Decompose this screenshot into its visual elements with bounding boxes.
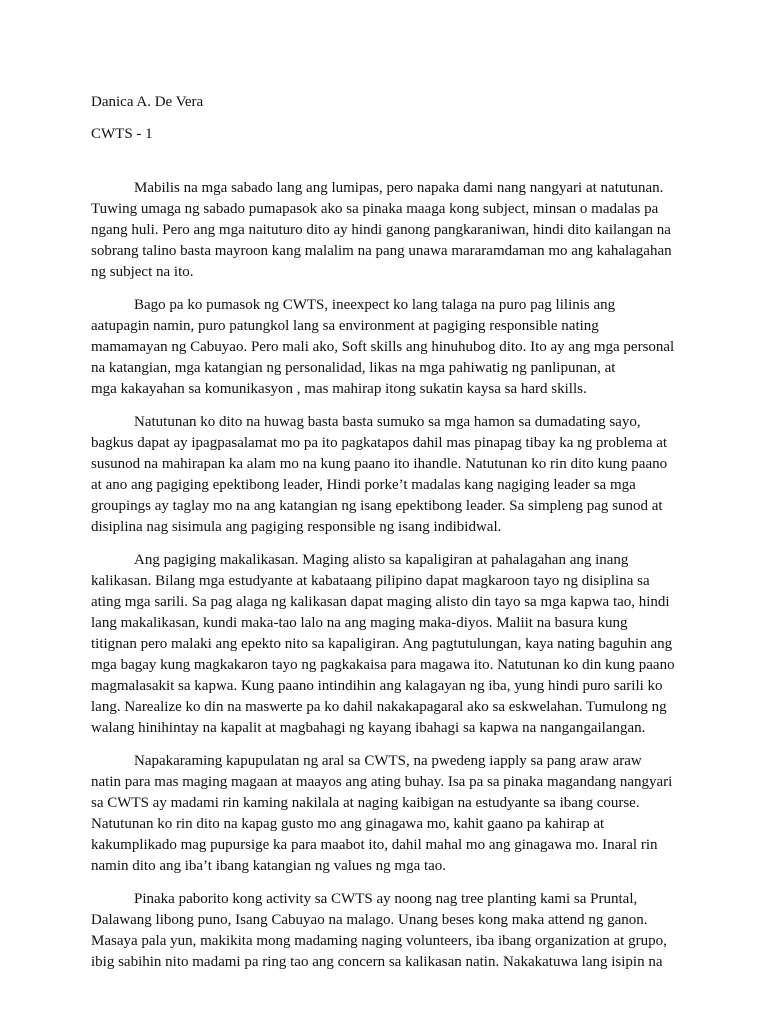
text-line: na katangian, mga katangian ng personalidad, likas na mga pahiwatig ng panlipunan, at [91,360,616,376]
paragraph [91,550,677,739]
text-line: groupings ay taglay mo na ang katangian ng isang epektibong leader. Sa simpleng pag sunod at [91,498,663,514]
text-line: ibig sabihin nito madami pa ring tao ang concern sa kalikasan natin. Nakakatuwa lang isipin na [91,954,663,970]
text-line: ngang huli. Pero ang mga naituturo dito ay hindi ganong pangkaraniwan, hindi dito kailangan na [91,222,671,238]
text-line: susunod na mahirapan ka alam mo na kung paano ito ihandle. Natutunan ko rin dito kung paano [91,456,668,472]
paragraph [91,889,677,973]
text-line: Masaya pala yun, makikita mong madaming naging volunteers, iba ibang organization at grupo, [91,933,667,949]
paragraph [91,178,677,283]
text-line: Ang pagiging makalikasan. Maging alisto sa kapaligiran at pahalagahan ang inang [134,552,629,568]
text-line: sobrang talino basta mayroon kang malalim na pang unawa mararamdaman mo ang kahalagahan [91,243,672,259]
text-line: walang hinihintay na kapalit at magbahagi ng kayang ibahagi sa kapwa na nangangailangan. [91,720,646,736]
text-line: Dalawang libong puno, Isang Cabuyao na malago. Unang beses kong maka attend ng ganon. [91,912,648,928]
paragraph [91,412,677,538]
text-line: lang. Narealize ko din na maswerte pa ko dahil nakakapagaral ako sa eskwelahan. Tumulong ng [91,699,667,715]
text-line: at ano ang pagiging epektibong leader, Hindi porke’t madalas kang nagiging leader sa mga [91,477,636,493]
text-line: sa CWTS ay madami rin kaming nakilala at naging kaibigan na estudyante sa ibang course. [91,795,640,811]
author-name: Danica A. De Vera [91,94,204,110]
text-line: Natutunan ko dito na huwag basta basta sumuko sa mga hamon sa dumadating sayo, [134,414,641,430]
text-line: bagkus dapat ay ipagpasalamat mo pa ito pagkatapos dahil mas pinapag tibay ka ng problema at [91,435,668,451]
text-line: Pinaka paborito kong activity sa CWTS ay noong nag tree planting kami sa Pruntal, [134,891,638,907]
text-line: kalikasan. Bilang mga estudyante at kabataang pilipino dapat magkaroon tayo ng disiplina sa [91,573,650,589]
text-line: Tuwing umaga ng sabado pumapasok ako sa pinaka maaga kong subject, minsan o madalas pa [91,201,659,217]
paragraph [91,751,677,877]
text-line: Mabilis na mga sabado lang ang lumipas, pero napaka dami nang nangyari at natutunan. [134,180,664,196]
text-line: mamamayan ng Cabuyao. Pero mali ako, Soft skills ang hinuhubog dito. Ito ay ang mga personal [91,339,675,355]
text-line: Bago pa ko pumasok ng CWTS, ineexpect ko lang talaga na puro pag lilinis ang [134,297,616,313]
text-line: Napakaraming kapupulatan ng aral sa CWTS, na pwedeng iapply sa pang araw araw [134,753,642,769]
text-line: kakumplikado mag pupursige ka para maabot ito, dahil mahal mo ang ginagawa mo. Inaral rin [91,837,658,853]
text-line: magmalasakit sa kapwa. Kung paano intindihin ang kalagayan ng iba, yung hindi puro sarili ko [91,678,663,694]
text-line: Natutunan ko rin dito na kapag gusto mo ang ginagawa mo, kahit gaano pa kahirap at [91,816,605,832]
text-line: ng subject na ito. [91,264,194,280]
text-line: ating mga sarili. Sa pag alaga ng kalikasan dapat maging alisto din tayo sa mga kapwa tao, hindi [91,594,670,610]
text-line: titignan pero malaki ang epekto nito sa kapaligiran. Ang pagtutulungan, kaya nating baguhin ang [91,636,673,652]
essay-body [91,178,677,985]
paragraph [91,295,677,400]
text-line: natin para mas maging magaan at maayos ang ating buhay. Isa pa sa pinaka magandang nangyari [91,774,673,790]
text-line: mga bagay kung magkakaron tayo ng pagkakaisa para magawa ito. Natutunan ko din kung paano [91,657,675,673]
text-line: aatupagin namin, puro patungkol lang sa environment at pagiging responsible nating [91,318,599,334]
text-line: mga kakayahan sa komunikasyon , mas mahirap itong sukatin kaysa sa hard skills. [91,381,587,397]
text-line: lang makalikasan, kundi maka-tao lalo na ang maging maka-diyos. Maliit na basura kung [91,615,628,631]
course-code: CWTS - 1 [91,126,153,142]
text-line: namin dito ang iba’t ibang katangian ng values ng mga tao. [91,858,447,874]
text-line: disiplina nag sisimula ang pagiging responsible ng isang indibidwal. [91,519,502,535]
